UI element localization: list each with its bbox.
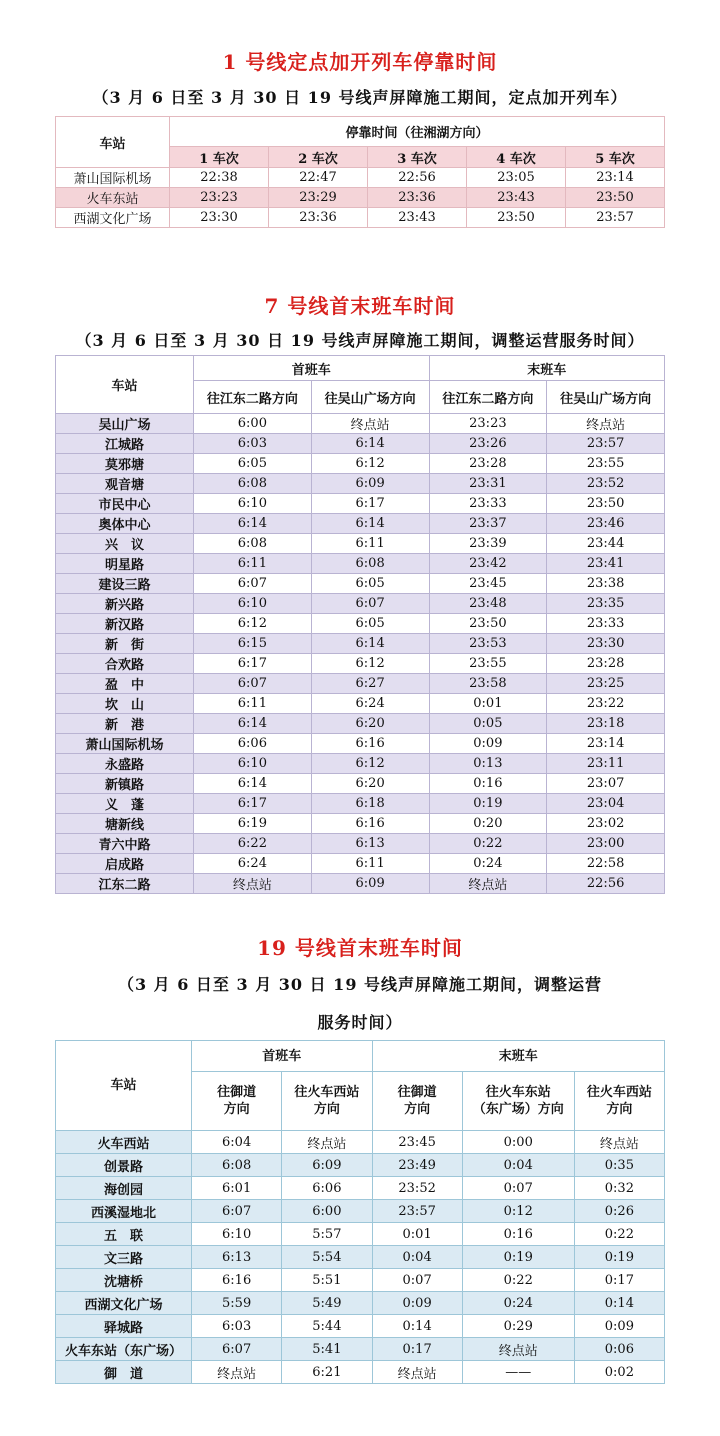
time-cell: 23:14 xyxy=(566,168,665,188)
time-cell: 0:22 xyxy=(462,1269,574,1292)
line19-direction-header xyxy=(282,1072,372,1131)
line19-subtitle-wrap2 xyxy=(0,1010,720,1033)
station-name: 御 道 xyxy=(56,1361,192,1384)
table-row xyxy=(56,814,665,834)
table-row xyxy=(56,654,665,674)
station-name: 永盛路 xyxy=(56,754,194,774)
time-cell: 23:22 xyxy=(547,694,665,714)
time-cell: 0:00 xyxy=(462,1131,574,1154)
line7-direction-header: 往吴山广场方向 xyxy=(311,381,429,414)
time-cell: 23:00 xyxy=(547,834,665,854)
time-cell: 23:30 xyxy=(170,208,269,228)
table-row xyxy=(56,168,665,188)
table-row xyxy=(56,1269,665,1292)
station-name: 西湖文化广场 xyxy=(56,208,170,228)
station-name: 西湖文化广场 xyxy=(56,1292,192,1315)
line7-direction-header: 往江东二路方向 xyxy=(429,381,547,414)
line7-section xyxy=(0,290,720,319)
time-cell: 23:58 xyxy=(429,674,547,694)
time-cell: 终点站 xyxy=(574,1131,664,1154)
table-row xyxy=(56,474,665,494)
time-cell: 0:09 xyxy=(429,734,547,754)
time-cell: 23:55 xyxy=(429,654,547,674)
line7-table xyxy=(55,355,665,894)
line1-subtitle-wrap xyxy=(0,85,720,108)
line7-direction-header: 往江东二路方向 xyxy=(194,381,312,414)
time-cell: 22:56 xyxy=(547,874,665,894)
time-cell: 23:28 xyxy=(429,454,547,474)
time-cell: 6:05 xyxy=(311,574,429,594)
line19-section xyxy=(0,932,720,961)
line19-direction-header xyxy=(574,1072,664,1131)
table-row xyxy=(56,494,665,514)
table-row xyxy=(56,594,665,614)
time-cell: 6:27 xyxy=(311,674,429,694)
time-cell: 0:19 xyxy=(429,794,547,814)
time-cell: 6:09 xyxy=(311,474,429,494)
station-name: 江东二路 xyxy=(56,874,194,894)
time-cell: 23:29 xyxy=(269,188,368,208)
station-name: 盈 中 xyxy=(56,674,194,694)
station-name: 沈塘桥 xyxy=(56,1269,192,1292)
time-cell: 0:12 xyxy=(462,1200,574,1223)
station-name: 莫邪塘 xyxy=(56,454,194,474)
table-row xyxy=(56,634,665,654)
time-cell: 23:52 xyxy=(547,474,665,494)
time-cell: 6:08 xyxy=(194,534,312,554)
time-cell: 23:50 xyxy=(547,494,665,514)
time-cell: 0:14 xyxy=(372,1315,462,1338)
line7-first-header: 首班车 xyxy=(194,356,430,381)
time-cell: 终点站 xyxy=(282,1131,372,1154)
line19-title: 19 号线首末班车时间 xyxy=(257,936,463,960)
time-cell: 0:19 xyxy=(462,1246,574,1269)
station-name: 新 街 xyxy=(56,634,194,654)
direction-line1: 往火车西站 xyxy=(294,1085,360,1100)
table-row xyxy=(56,854,665,874)
time-cell: 终点站 xyxy=(311,414,429,434)
time-cell: 终点站 xyxy=(194,874,312,894)
time-cell: 5:44 xyxy=(282,1315,372,1338)
time-cell: 6:03 xyxy=(194,434,312,454)
table-row xyxy=(56,674,665,694)
line7-last-header: 末班车 xyxy=(429,356,665,381)
time-cell: 6:16 xyxy=(311,734,429,754)
table-row xyxy=(56,188,665,208)
time-cell: 6:22 xyxy=(194,834,312,854)
time-cell: 23:37 xyxy=(429,514,547,534)
time-cell: 6:03 xyxy=(192,1315,282,1338)
time-cell: 0:24 xyxy=(429,854,547,874)
time-cell: 0:17 xyxy=(372,1338,462,1361)
table-row xyxy=(56,1338,665,1361)
table-row xyxy=(56,414,665,434)
time-cell: 0:02 xyxy=(574,1361,664,1384)
time-cell: 6:13 xyxy=(311,834,429,854)
line19-direction-header xyxy=(192,1072,282,1131)
time-cell: 23:57 xyxy=(547,434,665,454)
time-cell: 23:45 xyxy=(372,1131,462,1154)
station-name: 新镇路 xyxy=(56,774,194,794)
time-cell: 6:20 xyxy=(311,774,429,794)
station-name: 文三路 xyxy=(56,1246,192,1269)
table-row xyxy=(56,574,665,594)
table-row xyxy=(56,874,665,894)
time-cell: 6:00 xyxy=(282,1200,372,1223)
time-cell: 23:11 xyxy=(547,754,665,774)
table-row xyxy=(56,534,665,554)
station-name: 西溪湿地北 xyxy=(56,1200,192,1223)
time-cell: 0:26 xyxy=(574,1200,664,1223)
line1-col-header: 5 车次 xyxy=(566,147,665,168)
table-row xyxy=(56,1223,665,1246)
time-cell: 0:01 xyxy=(372,1223,462,1246)
time-cell: 6:07 xyxy=(194,574,312,594)
time-cell: 23:02 xyxy=(547,814,665,834)
time-cell: 6:14 xyxy=(194,514,312,534)
time-cell: 终点站 xyxy=(429,874,547,894)
time-cell: 6:08 xyxy=(194,474,312,494)
time-cell: 6:16 xyxy=(311,814,429,834)
time-cell: 23:05 xyxy=(467,168,566,188)
time-cell: 6:06 xyxy=(194,734,312,754)
time-cell: 23:42 xyxy=(429,554,547,574)
line19-table xyxy=(55,1040,665,1384)
station-name: 建设三路 xyxy=(56,574,194,594)
time-cell: 6:12 xyxy=(311,654,429,674)
station-name: 萧山国际机场 xyxy=(56,734,194,754)
time-cell: 23:45 xyxy=(429,574,547,594)
station-name: 创景路 xyxy=(56,1154,192,1177)
station-name: 驿城路 xyxy=(56,1315,192,1338)
table-row xyxy=(56,614,665,634)
time-cell: 23:38 xyxy=(547,574,665,594)
time-cell: 6:16 xyxy=(192,1269,282,1292)
direction-line1: 往火车西站 xyxy=(586,1085,652,1100)
time-cell: 23:57 xyxy=(372,1200,462,1223)
time-cell: 23:30 xyxy=(547,634,665,654)
time-cell: 5:51 xyxy=(282,1269,372,1292)
time-cell: 6:10 xyxy=(194,494,312,514)
time-cell: 23:53 xyxy=(429,634,547,654)
time-cell: 23:49 xyxy=(372,1154,462,1177)
time-cell: 6:15 xyxy=(194,634,312,654)
time-cell: 22:47 xyxy=(269,168,368,188)
time-cell: 23:07 xyxy=(547,774,665,794)
time-cell: 0:32 xyxy=(574,1177,664,1200)
time-cell: 0:16 xyxy=(462,1223,574,1246)
line19-subtitle-wrap xyxy=(0,972,720,995)
time-cell: 6:24 xyxy=(194,854,312,874)
time-cell: 6:10 xyxy=(194,594,312,614)
time-cell: 23:18 xyxy=(547,714,665,734)
time-cell: 6:05 xyxy=(311,614,429,634)
station-name: 明星路 xyxy=(56,554,194,574)
time-cell: 23:36 xyxy=(269,208,368,228)
time-cell: 23:31 xyxy=(429,474,547,494)
time-cell: 0:20 xyxy=(429,814,547,834)
time-cell: 6:17 xyxy=(194,654,312,674)
time-cell: 6:07 xyxy=(192,1338,282,1361)
table-row xyxy=(56,1361,665,1384)
time-cell: 6:11 xyxy=(311,854,429,874)
time-cell: 22:38 xyxy=(170,168,269,188)
time-cell: 6:14 xyxy=(194,774,312,794)
time-cell: 6:13 xyxy=(192,1246,282,1269)
time-cell: 6:12 xyxy=(311,754,429,774)
time-cell: 23:26 xyxy=(429,434,547,454)
line1-section xyxy=(0,46,720,75)
time-cell: 23:33 xyxy=(547,614,665,634)
time-cell: 6:11 xyxy=(311,534,429,554)
time-cell: 22:56 xyxy=(368,168,467,188)
time-cell: 6:21 xyxy=(282,1361,372,1384)
line1-col-header: 4 车次 xyxy=(467,147,566,168)
time-cell: 5:49 xyxy=(282,1292,372,1315)
line7-direction-header: 往吴山广场方向 xyxy=(547,381,665,414)
station-name: 火车东站（东广场） xyxy=(56,1338,192,1361)
time-cell: 23:44 xyxy=(547,534,665,554)
table-row xyxy=(56,714,665,734)
direction-line1: 往御道 xyxy=(397,1085,437,1100)
time-cell: 22:58 xyxy=(547,854,665,874)
time-cell: 6:24 xyxy=(311,694,429,714)
time-cell: 0:07 xyxy=(372,1269,462,1292)
time-cell: —— xyxy=(462,1361,574,1384)
time-cell: 23:35 xyxy=(547,594,665,614)
station-name: 新汉路 xyxy=(56,614,194,634)
direction-line1: 往火车东站 xyxy=(485,1085,551,1100)
time-cell: 23:46 xyxy=(547,514,665,534)
station-name: 火车西站 xyxy=(56,1131,192,1154)
time-cell: 0:09 xyxy=(372,1292,462,1315)
line19-direction-header xyxy=(372,1072,462,1131)
station-name: 火车东站 xyxy=(56,188,170,208)
time-cell: 6:10 xyxy=(194,754,312,774)
station-name: 新兴路 xyxy=(56,594,194,614)
time-cell: 6:20 xyxy=(311,714,429,734)
time-cell: 0:07 xyxy=(462,1177,574,1200)
time-cell: 23:50 xyxy=(566,188,665,208)
table-row xyxy=(56,754,665,774)
time-cell: 0:09 xyxy=(574,1315,664,1338)
time-cell: 23:14 xyxy=(547,734,665,754)
line1-title: 1 号线定点加开列车停靠时间 xyxy=(222,50,498,74)
table-row xyxy=(56,694,665,714)
time-cell: 0:35 xyxy=(574,1154,664,1177)
time-cell: 6:18 xyxy=(311,794,429,814)
time-cell: 23:23 xyxy=(429,414,547,434)
direction-line2: 方向 xyxy=(313,1102,340,1117)
time-cell: 0:14 xyxy=(574,1292,664,1315)
time-cell: 23:48 xyxy=(429,594,547,614)
time-cell: 6:00 xyxy=(194,414,312,434)
line19-station-header: 车站 xyxy=(56,1041,192,1131)
table-row xyxy=(56,834,665,854)
time-cell: 23:52 xyxy=(372,1177,462,1200)
time-cell: 6:07 xyxy=(194,674,312,694)
direction-line2: （东广场）方向 xyxy=(472,1102,564,1117)
line1-group-header: 停靠时间（往湘湖方向） xyxy=(170,117,665,147)
station-name: 江城路 xyxy=(56,434,194,454)
time-cell: 6:06 xyxy=(282,1177,372,1200)
time-cell: 0:05 xyxy=(429,714,547,734)
line1-col-header: 2 车次 xyxy=(269,147,368,168)
time-cell: 6:04 xyxy=(192,1131,282,1154)
time-cell: 5:59 xyxy=(192,1292,282,1315)
time-cell: 6:09 xyxy=(282,1154,372,1177)
table-row xyxy=(56,554,665,574)
time-cell: 0:29 xyxy=(462,1315,574,1338)
time-cell: 23:25 xyxy=(547,674,665,694)
station-name: 奥体中心 xyxy=(56,514,194,534)
time-cell: 23:33 xyxy=(429,494,547,514)
time-cell: 6:10 xyxy=(192,1223,282,1246)
line19-direction-header xyxy=(462,1072,574,1131)
time-cell: 23:23 xyxy=(170,188,269,208)
station-name: 坎 山 xyxy=(56,694,194,714)
time-cell: 23:04 xyxy=(547,794,665,814)
time-cell: 0:01 xyxy=(429,694,547,714)
station-name: 吴山广场 xyxy=(56,414,194,434)
table-row xyxy=(56,1292,665,1315)
line7-title: 7 号线首末班车时间 xyxy=(264,294,456,318)
time-cell: 0:24 xyxy=(462,1292,574,1315)
time-cell: 0:19 xyxy=(574,1246,664,1269)
station-name: 新 港 xyxy=(56,714,194,734)
time-cell: 0:04 xyxy=(462,1154,574,1177)
line19-last-header: 末班车 xyxy=(372,1041,665,1072)
time-cell: 0:04 xyxy=(372,1246,462,1269)
time-cell: 终点站 xyxy=(372,1361,462,1384)
direction-line2: 方向 xyxy=(404,1102,431,1117)
table-row xyxy=(56,454,665,474)
time-cell: 6:08 xyxy=(192,1154,282,1177)
time-cell: 23:57 xyxy=(566,208,665,228)
table-row xyxy=(56,1177,665,1200)
time-cell: 终点站 xyxy=(192,1361,282,1384)
station-name: 海创园 xyxy=(56,1177,192,1200)
station-name: 启成路 xyxy=(56,854,194,874)
table-row xyxy=(56,514,665,534)
time-cell: 5:41 xyxy=(282,1338,372,1361)
station-name: 兴 议 xyxy=(56,534,194,554)
line1-subtitle: （3 月 6 日至 3 月 30 日 19 号线声屏障施工期间，定点加开列车） xyxy=(92,88,628,107)
time-cell: 0:13 xyxy=(429,754,547,774)
time-cell: 0:17 xyxy=(574,1269,664,1292)
time-cell: 6:17 xyxy=(311,494,429,514)
time-cell: 6:05 xyxy=(194,454,312,474)
station-name: 义 蓬 xyxy=(56,794,194,814)
time-cell: 23:36 xyxy=(368,188,467,208)
time-cell: 6:09 xyxy=(311,874,429,894)
table-row xyxy=(56,434,665,454)
time-cell: 6:19 xyxy=(194,814,312,834)
time-cell: 终点站 xyxy=(462,1338,574,1361)
time-cell: 6:11 xyxy=(194,694,312,714)
time-cell: 6:12 xyxy=(311,454,429,474)
table-row xyxy=(56,208,665,228)
direction-line1: 往御道 xyxy=(217,1085,257,1100)
line19-first-header: 首班车 xyxy=(192,1041,373,1072)
time-cell: 0:22 xyxy=(429,834,547,854)
time-cell: 23:50 xyxy=(429,614,547,634)
table-row xyxy=(56,794,665,814)
table-row xyxy=(56,774,665,794)
direction-line2: 方向 xyxy=(606,1102,633,1117)
time-cell: 6:14 xyxy=(194,714,312,734)
time-cell: 23:39 xyxy=(429,534,547,554)
time-cell: 23:41 xyxy=(547,554,665,574)
station-name: 塘新线 xyxy=(56,814,194,834)
station-name: 市民中心 xyxy=(56,494,194,514)
time-cell: 23:43 xyxy=(467,188,566,208)
line7-subtitle-wrap xyxy=(0,328,720,351)
time-cell: 5:57 xyxy=(282,1223,372,1246)
time-cell: 6:14 xyxy=(311,634,429,654)
time-cell: 0:16 xyxy=(429,774,547,794)
time-cell: 6:14 xyxy=(311,514,429,534)
line1-table xyxy=(55,116,665,228)
line19-subtitle-line2: 服务时间） xyxy=(317,1013,403,1032)
line7-subtitle: （3 月 6 日至 3 月 30 日 19 号线声屏障施工期间，调整运营服务时间） xyxy=(75,331,645,350)
table-row xyxy=(56,1246,665,1269)
line7-station-header: 车站 xyxy=(56,356,194,414)
station-name: 观音塘 xyxy=(56,474,194,494)
table-row xyxy=(56,1131,665,1154)
time-cell: 6:12 xyxy=(194,614,312,634)
time-cell: 5:54 xyxy=(282,1246,372,1269)
line1-station-header: 车站 xyxy=(56,117,170,168)
time-cell: 6:17 xyxy=(194,794,312,814)
time-cell: 6:07 xyxy=(311,594,429,614)
line19-subtitle-line1: （3 月 6 日至 3 月 30 日 19 号线声屏障施工期间，调整运营 xyxy=(117,975,603,994)
table-row xyxy=(56,734,665,754)
time-cell: 6:14 xyxy=(311,434,429,454)
time-cell: 终点站 xyxy=(547,414,665,434)
station-name: 萧山国际机场 xyxy=(56,168,170,188)
time-cell: 23:43 xyxy=(368,208,467,228)
table-row xyxy=(56,1315,665,1338)
time-cell: 6:01 xyxy=(192,1177,282,1200)
direction-line2: 方向 xyxy=(223,1102,250,1117)
line1-col-header: 1 车次 xyxy=(170,147,269,168)
station-name: 合欢路 xyxy=(56,654,194,674)
time-cell: 6:11 xyxy=(194,554,312,574)
time-cell: 23:55 xyxy=(547,454,665,474)
time-cell: 6:08 xyxy=(311,554,429,574)
station-name: 五 联 xyxy=(56,1223,192,1246)
time-cell: 0:06 xyxy=(574,1338,664,1361)
time-cell: 23:50 xyxy=(467,208,566,228)
time-cell: 0:22 xyxy=(574,1223,664,1246)
table-row xyxy=(56,1200,665,1223)
time-cell: 6:07 xyxy=(192,1200,282,1223)
time-cell: 23:28 xyxy=(547,654,665,674)
line1-col-header: 3 车次 xyxy=(368,147,467,168)
table-row xyxy=(56,1154,665,1177)
station-name: 青六中路 xyxy=(56,834,194,854)
